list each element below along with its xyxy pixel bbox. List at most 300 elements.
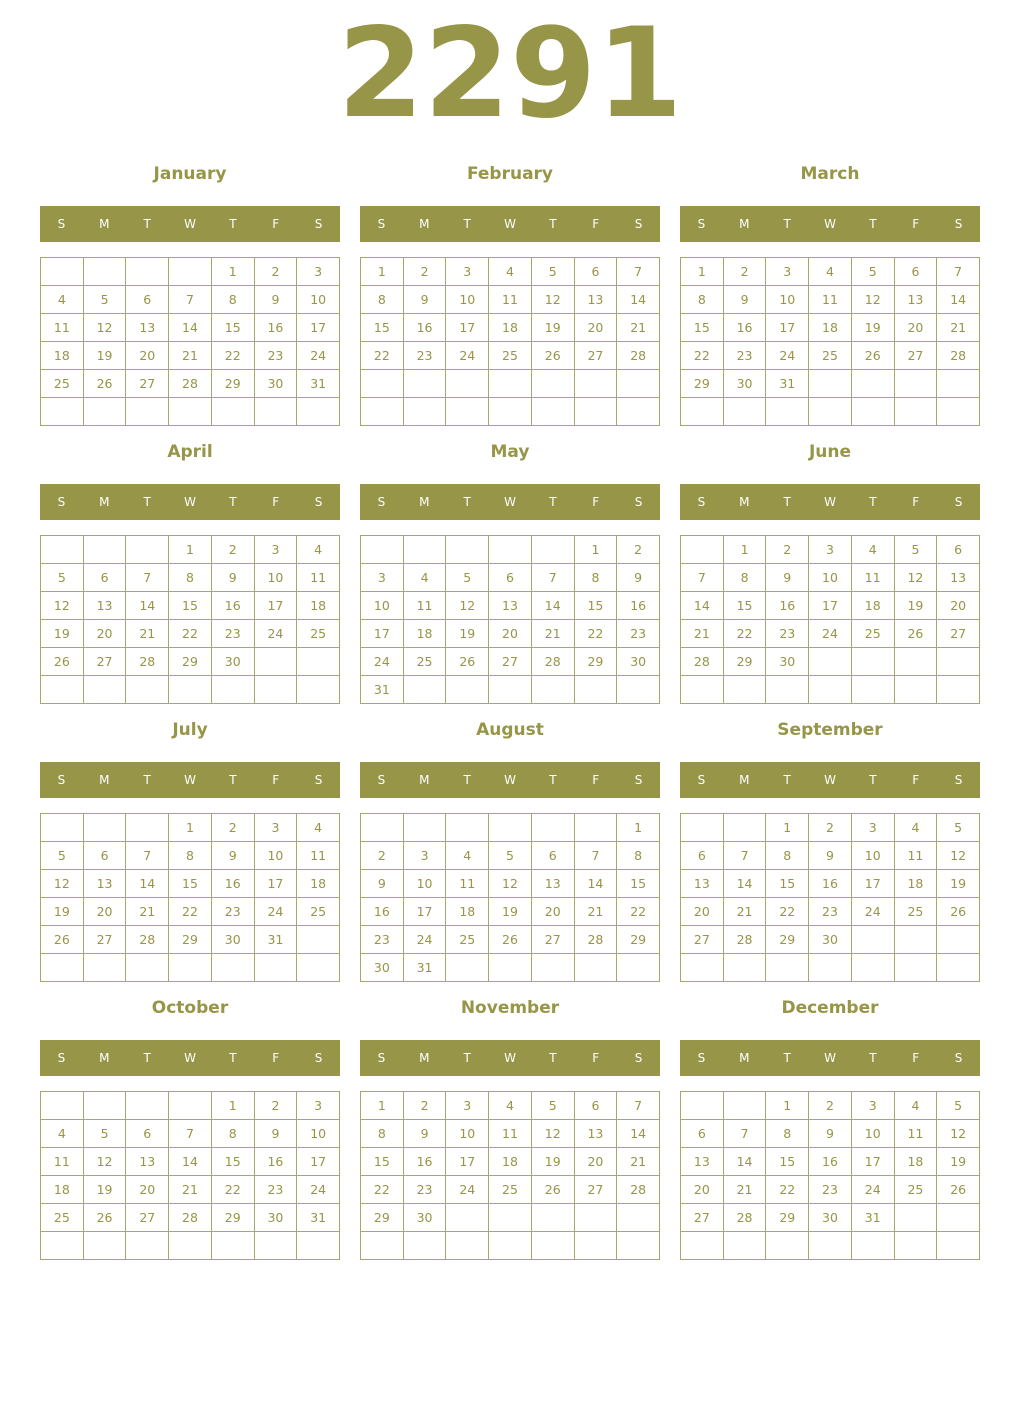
month-november [360, 991, 660, 1260]
empty-day-cell [895, 1232, 938, 1260]
weekday-label: T [869, 1051, 877, 1065]
empty-day-cell [937, 648, 980, 676]
day-cell: 3 [255, 536, 298, 564]
day-cell: 19 [532, 314, 575, 342]
day-cell: 8 [681, 286, 724, 314]
day-cell: 19 [84, 342, 127, 370]
day-cell: 20 [126, 1176, 169, 1204]
day-cell: 19 [84, 1176, 127, 1204]
day-cell: 2 [404, 258, 447, 286]
empty-day-cell [937, 954, 980, 982]
empty-day-cell [255, 648, 298, 676]
day-cell: 25 [809, 342, 852, 370]
empty-day-cell [895, 676, 938, 704]
day-cell: 13 [681, 1148, 724, 1176]
day-cell: 10 [446, 1120, 489, 1148]
empty-day-cell [446, 814, 489, 842]
day-cell: 6 [937, 536, 980, 564]
day-cell: 30 [255, 370, 298, 398]
day-cell: 5 [937, 1092, 980, 1120]
weekday-label: F [272, 495, 280, 509]
weekday-label: W [824, 495, 836, 509]
day-cell: 26 [41, 648, 84, 676]
day-cell: 17 [446, 1148, 489, 1176]
empty-day-cell [575, 814, 618, 842]
day-cell: 22 [766, 898, 809, 926]
day-cell: 23 [212, 620, 255, 648]
day-cell: 4 [404, 564, 447, 592]
day-cell: 21 [126, 620, 169, 648]
day-cell: 13 [489, 592, 532, 620]
empty-day-cell [297, 954, 340, 982]
weekday-header [680, 484, 980, 520]
weekday-label: T [549, 1051, 557, 1065]
day-cell: 25 [404, 648, 447, 676]
day-cell: 12 [446, 592, 489, 620]
weekday-label: S [377, 1051, 386, 1065]
weekday-label: T [783, 773, 791, 787]
weekday-label: T [143, 495, 151, 509]
day-cell: 25 [895, 1176, 938, 1204]
day-cell: 31 [404, 954, 447, 982]
day-cell: 5 [446, 564, 489, 592]
day-cell: 25 [446, 926, 489, 954]
day-cell: 16 [617, 592, 660, 620]
weekday-label: W [184, 1051, 196, 1065]
weekday-label: T [463, 495, 471, 509]
day-cell: 15 [617, 870, 660, 898]
empty-day-cell [852, 926, 895, 954]
day-cell: 1 [766, 1092, 809, 1120]
empty-day-cell [617, 954, 660, 982]
day-grid [360, 1091, 660, 1260]
empty-day-cell [937, 926, 980, 954]
empty-day-cell [724, 398, 767, 426]
empty-day-cell [169, 676, 212, 704]
empty-day-cell [84, 258, 127, 286]
empty-day-cell [575, 676, 618, 704]
weekday-label: W [184, 773, 196, 787]
day-cell: 14 [617, 1120, 660, 1148]
day-cell: 17 [404, 898, 447, 926]
day-cell: 13 [532, 870, 575, 898]
day-cell: 1 [169, 536, 212, 564]
weekday-label: M [419, 1051, 430, 1065]
day-cell: 2 [212, 814, 255, 842]
day-grid [680, 1091, 980, 1260]
day-cell: 5 [84, 1120, 127, 1148]
weekday-label: W [184, 495, 196, 509]
day-cell: 13 [575, 286, 618, 314]
empty-day-cell [532, 536, 575, 564]
day-cell: 15 [766, 870, 809, 898]
day-cell: 6 [84, 564, 127, 592]
day-cell: 31 [766, 370, 809, 398]
empty-day-cell [41, 1092, 84, 1120]
day-cell: 7 [724, 842, 767, 870]
day-cell: 16 [404, 1148, 447, 1176]
day-cell: 9 [255, 1120, 298, 1148]
weekday-label: S [57, 495, 66, 509]
day-cell: 23 [809, 1176, 852, 1204]
day-cell: 27 [681, 926, 724, 954]
weekday-label: T [549, 773, 557, 787]
empty-day-cell [809, 648, 852, 676]
weekday-label: S [634, 1051, 643, 1065]
day-cell: 12 [937, 1120, 980, 1148]
empty-day-cell [766, 676, 809, 704]
day-cell: 2 [766, 536, 809, 564]
day-grid [680, 813, 980, 982]
empty-day-cell [809, 370, 852, 398]
day-cell: 8 [724, 564, 767, 592]
day-cell: 22 [361, 1176, 404, 1204]
empty-day-cell [895, 398, 938, 426]
day-cell: 6 [84, 842, 127, 870]
month-name: April [167, 442, 213, 462]
day-cell: 19 [937, 1148, 980, 1176]
empty-day-cell [41, 954, 84, 982]
day-cell: 16 [809, 1148, 852, 1176]
day-cell: 3 [361, 564, 404, 592]
day-cell: 29 [361, 1204, 404, 1232]
day-cell: 11 [489, 286, 532, 314]
empty-day-cell [532, 954, 575, 982]
day-cell: 1 [766, 814, 809, 842]
day-cell: 16 [766, 592, 809, 620]
empty-day-cell [489, 370, 532, 398]
day-cell: 18 [895, 1148, 938, 1176]
day-cell: 14 [724, 870, 767, 898]
day-cell: 11 [809, 286, 852, 314]
empty-day-cell [297, 676, 340, 704]
day-cell: 21 [617, 1148, 660, 1176]
weekday-label: T [143, 1051, 151, 1065]
day-cell: 24 [297, 1176, 340, 1204]
weekday-header [680, 1040, 980, 1076]
weekday-label: S [377, 773, 386, 787]
day-cell: 5 [41, 564, 84, 592]
day-cell: 20 [937, 592, 980, 620]
weekday-label: T [549, 495, 557, 509]
weekday-label: M [99, 773, 110, 787]
empty-day-cell [489, 1232, 532, 1260]
day-cell: 2 [724, 258, 767, 286]
weekday-label: T [463, 1051, 471, 1065]
empty-day-cell [41, 398, 84, 426]
day-cell: 27 [126, 1204, 169, 1232]
weekday-header [40, 1040, 340, 1076]
day-cell: 29 [724, 648, 767, 676]
day-cell: 19 [489, 898, 532, 926]
weekday-label: M [739, 1051, 750, 1065]
empty-day-cell [361, 1232, 404, 1260]
empty-day-cell [169, 1232, 212, 1260]
day-cell: 26 [84, 370, 127, 398]
empty-day-cell [361, 370, 404, 398]
day-cell: 14 [575, 870, 618, 898]
day-cell: 29 [212, 1204, 255, 1232]
empty-day-cell [297, 398, 340, 426]
day-cell: 23 [212, 898, 255, 926]
empty-day-cell [84, 814, 127, 842]
day-cell: 15 [766, 1148, 809, 1176]
weekday-label: M [99, 1051, 110, 1065]
day-cell: 27 [489, 648, 532, 676]
empty-day-cell [255, 398, 298, 426]
day-cell: 13 [575, 1120, 618, 1148]
empty-day-cell [297, 648, 340, 676]
day-cell: 7 [169, 1120, 212, 1148]
empty-day-cell [404, 814, 447, 842]
month-name: June [808, 442, 852, 462]
day-cell: 14 [937, 286, 980, 314]
day-cell: 10 [297, 1120, 340, 1148]
empty-day-cell [809, 398, 852, 426]
day-cell: 9 [255, 286, 298, 314]
day-cell: 29 [766, 1204, 809, 1232]
weekday-label: S [697, 217, 706, 231]
day-cell: 9 [212, 842, 255, 870]
day-cell: 1 [617, 814, 660, 842]
empty-day-cell [84, 536, 127, 564]
empty-day-cell [724, 954, 767, 982]
weekday-label: M [99, 495, 110, 509]
day-cell: 19 [895, 592, 938, 620]
day-cell: 10 [852, 1120, 895, 1148]
month-name: October [151, 998, 229, 1018]
day-cell: 7 [724, 1120, 767, 1148]
empty-day-cell [41, 814, 84, 842]
day-cell: 30 [361, 954, 404, 982]
day-cell: 21 [724, 1176, 767, 1204]
day-cell: 21 [681, 620, 724, 648]
day-cell: 30 [617, 648, 660, 676]
day-cell: 10 [446, 286, 489, 314]
empty-day-cell [575, 1232, 618, 1260]
day-cell: 24 [809, 620, 852, 648]
day-cell: 23 [766, 620, 809, 648]
day-cell: 24 [404, 926, 447, 954]
day-cell: 7 [617, 258, 660, 286]
day-cell: 1 [361, 1092, 404, 1120]
day-cell: 28 [724, 926, 767, 954]
month-january [40, 157, 340, 426]
empty-day-cell [724, 676, 767, 704]
day-cell: 27 [126, 370, 169, 398]
day-cell: 13 [126, 1148, 169, 1176]
day-cell: 16 [404, 314, 447, 342]
weekday-label: S [697, 495, 706, 509]
weekday-label: S [954, 217, 963, 231]
day-cell: 29 [212, 370, 255, 398]
empty-day-cell [404, 1232, 447, 1260]
day-cell: 24 [255, 898, 298, 926]
day-cell: 7 [126, 564, 169, 592]
empty-day-cell [446, 1204, 489, 1232]
empty-day-cell [212, 676, 255, 704]
day-cell: 20 [532, 898, 575, 926]
day-cell: 9 [617, 564, 660, 592]
day-cell: 10 [809, 564, 852, 592]
day-cell: 15 [361, 1148, 404, 1176]
weekday-label: F [272, 773, 280, 787]
day-cell: 7 [169, 286, 212, 314]
day-cell: 23 [361, 926, 404, 954]
empty-day-cell [126, 258, 169, 286]
day-cell: 1 [575, 536, 618, 564]
day-cell: 21 [532, 620, 575, 648]
weekday-label: W [824, 217, 836, 231]
day-grid [40, 535, 340, 704]
day-cell: 12 [937, 842, 980, 870]
empty-day-cell [489, 1204, 532, 1232]
empty-day-cell [895, 648, 938, 676]
day-cell: 12 [41, 592, 84, 620]
empty-day-cell [575, 1204, 618, 1232]
day-cell: 25 [297, 898, 340, 926]
day-cell: 21 [126, 898, 169, 926]
empty-day-cell [681, 536, 724, 564]
day-cell: 9 [212, 564, 255, 592]
weekday-label: F [592, 773, 600, 787]
day-cell: 18 [446, 898, 489, 926]
weekday-label: F [592, 1051, 600, 1065]
day-grid [40, 257, 340, 426]
day-cell: 25 [297, 620, 340, 648]
day-cell: 7 [532, 564, 575, 592]
empty-day-cell [852, 1232, 895, 1260]
empty-day-cell [169, 258, 212, 286]
day-cell: 10 [404, 870, 447, 898]
day-cell: 28 [169, 1204, 212, 1232]
day-cell: 12 [532, 1120, 575, 1148]
empty-day-cell [937, 370, 980, 398]
day-cell: 1 [212, 1092, 255, 1120]
empty-day-cell [446, 370, 489, 398]
day-cell: 14 [532, 592, 575, 620]
weekday-header [40, 762, 340, 798]
weekday-label: T [869, 217, 877, 231]
day-cell: 6 [532, 842, 575, 870]
day-cell: 29 [169, 648, 212, 676]
day-cell: 1 [681, 258, 724, 286]
weekday-label: M [739, 773, 750, 787]
day-cell: 27 [937, 620, 980, 648]
day-cell: 21 [617, 314, 660, 342]
empty-day-cell [681, 398, 724, 426]
day-cell: 18 [852, 592, 895, 620]
weekday-label: W [184, 217, 196, 231]
day-cell: 12 [84, 314, 127, 342]
weekday-label: S [377, 495, 386, 509]
day-cell: 18 [297, 592, 340, 620]
day-cell: 22 [212, 1176, 255, 1204]
day-cell: 11 [852, 564, 895, 592]
day-cell: 2 [617, 536, 660, 564]
empty-day-cell [297, 1232, 340, 1260]
day-cell: 12 [41, 870, 84, 898]
day-cell: 15 [169, 870, 212, 898]
day-cell: 7 [575, 842, 618, 870]
empty-day-cell [617, 1232, 660, 1260]
day-cell: 18 [41, 1176, 84, 1204]
month-july [40, 713, 340, 982]
weekday-header [360, 484, 660, 520]
day-cell: 2 [809, 1092, 852, 1120]
day-cell: 28 [169, 370, 212, 398]
day-cell: 26 [895, 620, 938, 648]
day-cell: 3 [852, 1092, 895, 1120]
weekday-label: M [419, 495, 430, 509]
day-cell: 11 [297, 842, 340, 870]
day-cell: 17 [809, 592, 852, 620]
day-cell: 25 [41, 370, 84, 398]
day-cell: 26 [532, 342, 575, 370]
day-cell: 3 [446, 1092, 489, 1120]
day-cell: 3 [255, 814, 298, 842]
day-cell: 23 [404, 342, 447, 370]
day-cell: 21 [575, 898, 618, 926]
day-cell: 7 [617, 1092, 660, 1120]
year-title: 2291 [337, 2, 683, 146]
day-cell: 20 [575, 314, 618, 342]
day-cell: 24 [852, 1176, 895, 1204]
empty-day-cell [446, 536, 489, 564]
day-cell: 28 [937, 342, 980, 370]
day-cell: 5 [532, 258, 575, 286]
month-name: January [153, 164, 227, 184]
weekday-label: T [229, 773, 237, 787]
day-cell: 16 [212, 870, 255, 898]
empty-day-cell [489, 676, 532, 704]
day-cell: 18 [489, 314, 532, 342]
day-cell: 5 [489, 842, 532, 870]
day-cell: 18 [895, 870, 938, 898]
weekday-label: S [57, 217, 66, 231]
empty-day-cell [404, 398, 447, 426]
weekday-label: S [314, 217, 323, 231]
empty-day-cell [937, 1204, 980, 1232]
day-cell: 6 [681, 842, 724, 870]
day-cell: 21 [169, 1176, 212, 1204]
empty-day-cell [41, 536, 84, 564]
day-cell: 4 [297, 814, 340, 842]
month-august [360, 713, 660, 982]
empty-day-cell [681, 954, 724, 982]
day-cell: 31 [255, 926, 298, 954]
day-cell: 6 [126, 1120, 169, 1148]
day-cell: 17 [852, 1148, 895, 1176]
day-cell: 31 [852, 1204, 895, 1232]
empty-day-cell [532, 370, 575, 398]
day-cell: 9 [724, 286, 767, 314]
weekday-label: M [99, 217, 110, 231]
day-grid [360, 535, 660, 704]
day-cell: 9 [404, 1120, 447, 1148]
day-cell: 22 [212, 342, 255, 370]
day-cell: 8 [169, 842, 212, 870]
day-cell: 16 [724, 314, 767, 342]
empty-day-cell [126, 814, 169, 842]
weekday-label: S [314, 1051, 323, 1065]
empty-day-cell [809, 1232, 852, 1260]
empty-day-cell [126, 1092, 169, 1120]
day-cell: 22 [169, 898, 212, 926]
weekday-label: S [314, 773, 323, 787]
weekday-label: S [697, 773, 706, 787]
weekday-label: W [824, 1051, 836, 1065]
